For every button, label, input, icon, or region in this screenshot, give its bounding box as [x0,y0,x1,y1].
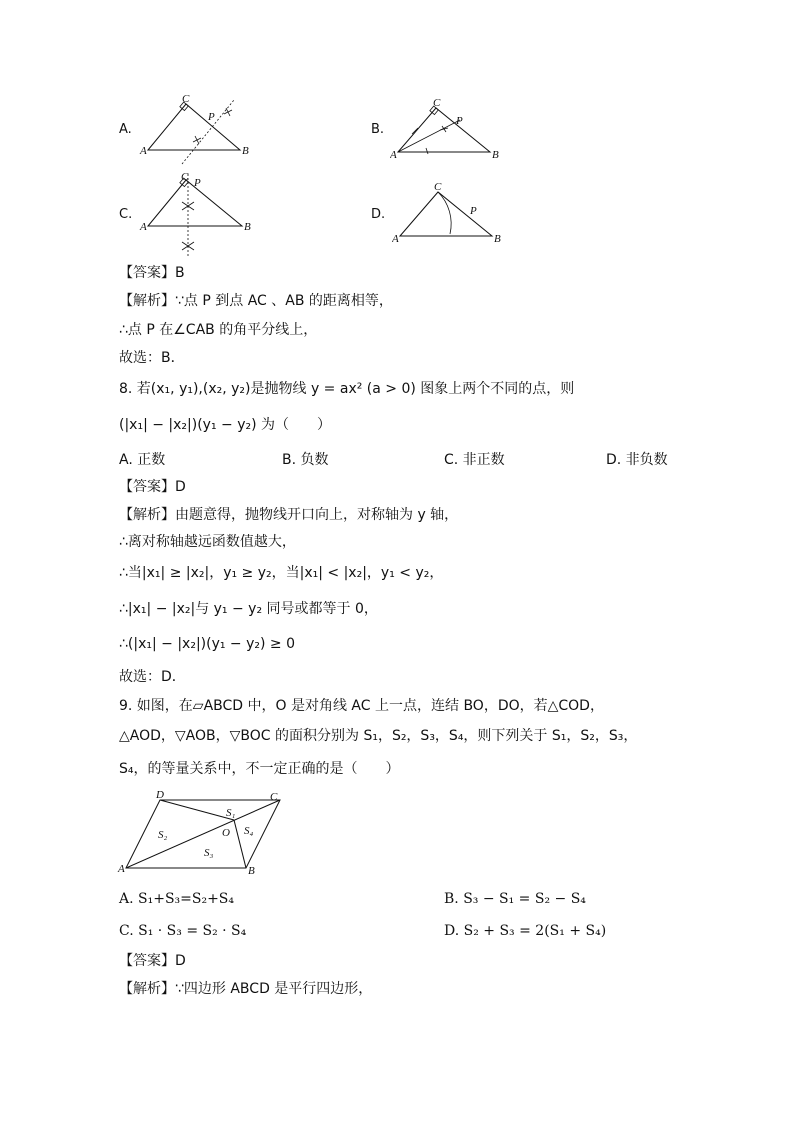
q9-label-s2: S₂ [158,829,168,841]
q9-answer: 【答案】D [119,953,186,969]
q9-parallelogram-figure [116,788,288,880]
q7d-label-a: A [392,233,399,245]
q7b-label-c: C [433,97,441,109]
q8-analysis-line1: 【解析】由题意得，抛物线开口向上，对称轴为 y 轴， [119,507,459,523]
q8-stem-line2: (|x₁| − |x₂|)(y₁ − y₂) 为（ ） [119,417,332,433]
q7b-label-b: B [492,149,499,161]
q9-label-b: B [248,865,255,877]
q7c-label-c: C [181,172,189,183]
q8-option-b[interactable]: B. 负数 [282,452,329,468]
q9-label-s1: S₁ [226,807,236,819]
q9-stem-line2: △AOD，▽AOB，▽BOC 的面积分别为 S₁，S₂，S₃，S₄，则下列关于 S₁，S₂，S₃， [119,728,638,744]
q7-option-c-label[interactable]: C. [119,207,133,222]
q7c-label-a: A [140,221,147,233]
q7a-label-p: P [208,111,215,123]
q7d-label-p: P [470,205,477,217]
q8-option-d[interactable]: D. 非负数 [606,452,668,468]
q9-option-d[interactable]: D. S₂ + S₃ = 2(S₁ + S₄) [444,923,607,939]
q7-analysis-text1: ∵点 P 到点 AC 、AB 的距离相等， [175,293,393,309]
q9-analysis-line1: 【解析】∵四边形 ABCD 是平行四边形， [119,981,373,997]
q7-figure-d [392,180,507,246]
q9-stem-line3: S₄，的等量关系中，不一定正确的是（ ） [119,761,400,777]
q9-option-c[interactable]: C. S₁ · S₃ = S₂ · S₄ [119,923,247,939]
q8-analysis-line3: ∴当|x₁| ≥ |x₂|，y₁ ≥ y₂，当|x₁| < |x₂|，y₁ < y₂， [119,565,444,581]
q9-label-s4: S₄ [244,825,254,837]
q8-conclusion: 故选：D． [119,669,186,685]
q7-figure-b [390,96,505,164]
q7-option-a-label[interactable]: A. [119,122,132,137]
q7c-label-b: B [244,221,251,233]
q7a-label-c: C [182,93,190,105]
q9-label-c: C [270,791,278,803]
q7-answer: 【答案】B [119,265,185,281]
q8-analysis-line2: ∴离对称轴越远函数值越大， [119,534,296,550]
q7d-label-b: B [494,233,501,245]
q7-figure-c [138,172,256,258]
q9-label-o: O [222,827,230,839]
q9-option-a[interactable]: A. S₁+S₃=S₂+S₄ [119,891,235,907]
q7-analysis-line1 [119,292,393,310]
q8-stem-line1: 8. 若(x₁, y₁),(x₂, y₂)是抛物线 y = ax² (a > 0) 图象上两个不同的点，则 [119,381,575,397]
q7-option-b-label[interactable]: B. [371,122,385,137]
q8-analysis-line4: ∴|x₁| − |x₂|与 y₁ − y₂ 同号或都等于 0， [119,601,378,617]
q8-option-a[interactable]: A. 正数 [119,452,166,468]
q8-answer: 【答案】D [119,479,186,495]
q7-figure-a [138,92,256,168]
q9-label-d: D [156,789,164,801]
q7-analysis-line2: ∴点 P 在∠CAB 的角平分线上， [119,322,318,338]
q7-conclusion: 故选：B． [119,350,185,366]
q7-option-d-label[interactable]: D. [371,207,386,222]
q9-stem-line1: 9. 如图，在▱ABCD 中，O 是对角线 AC 上一点，连结 BO，DO，若△COD， [119,698,604,714]
q8-option-c[interactable]: C. 非正数 [444,452,505,468]
q7c-label-p: P [194,177,201,189]
q7-analysis-tag: 【解析】 [119,293,175,309]
q7a-label-a: A [140,145,147,157]
q9-label-a: A [118,863,125,875]
q7a-label-b: B [242,145,249,157]
q7d-label-c: C [434,181,442,193]
q7b-label-a: A [390,149,397,161]
q9-label-s3: S₃ [204,847,214,859]
q7b-label-p: P [456,115,463,127]
q9-option-b[interactable]: B. S₃ − S₁ = S₂ − S₄ [444,891,586,907]
q8-analysis-line5: ∴(|x₁| − |x₂|)(y₁ − y₂) ≥ 0 [119,636,296,652]
